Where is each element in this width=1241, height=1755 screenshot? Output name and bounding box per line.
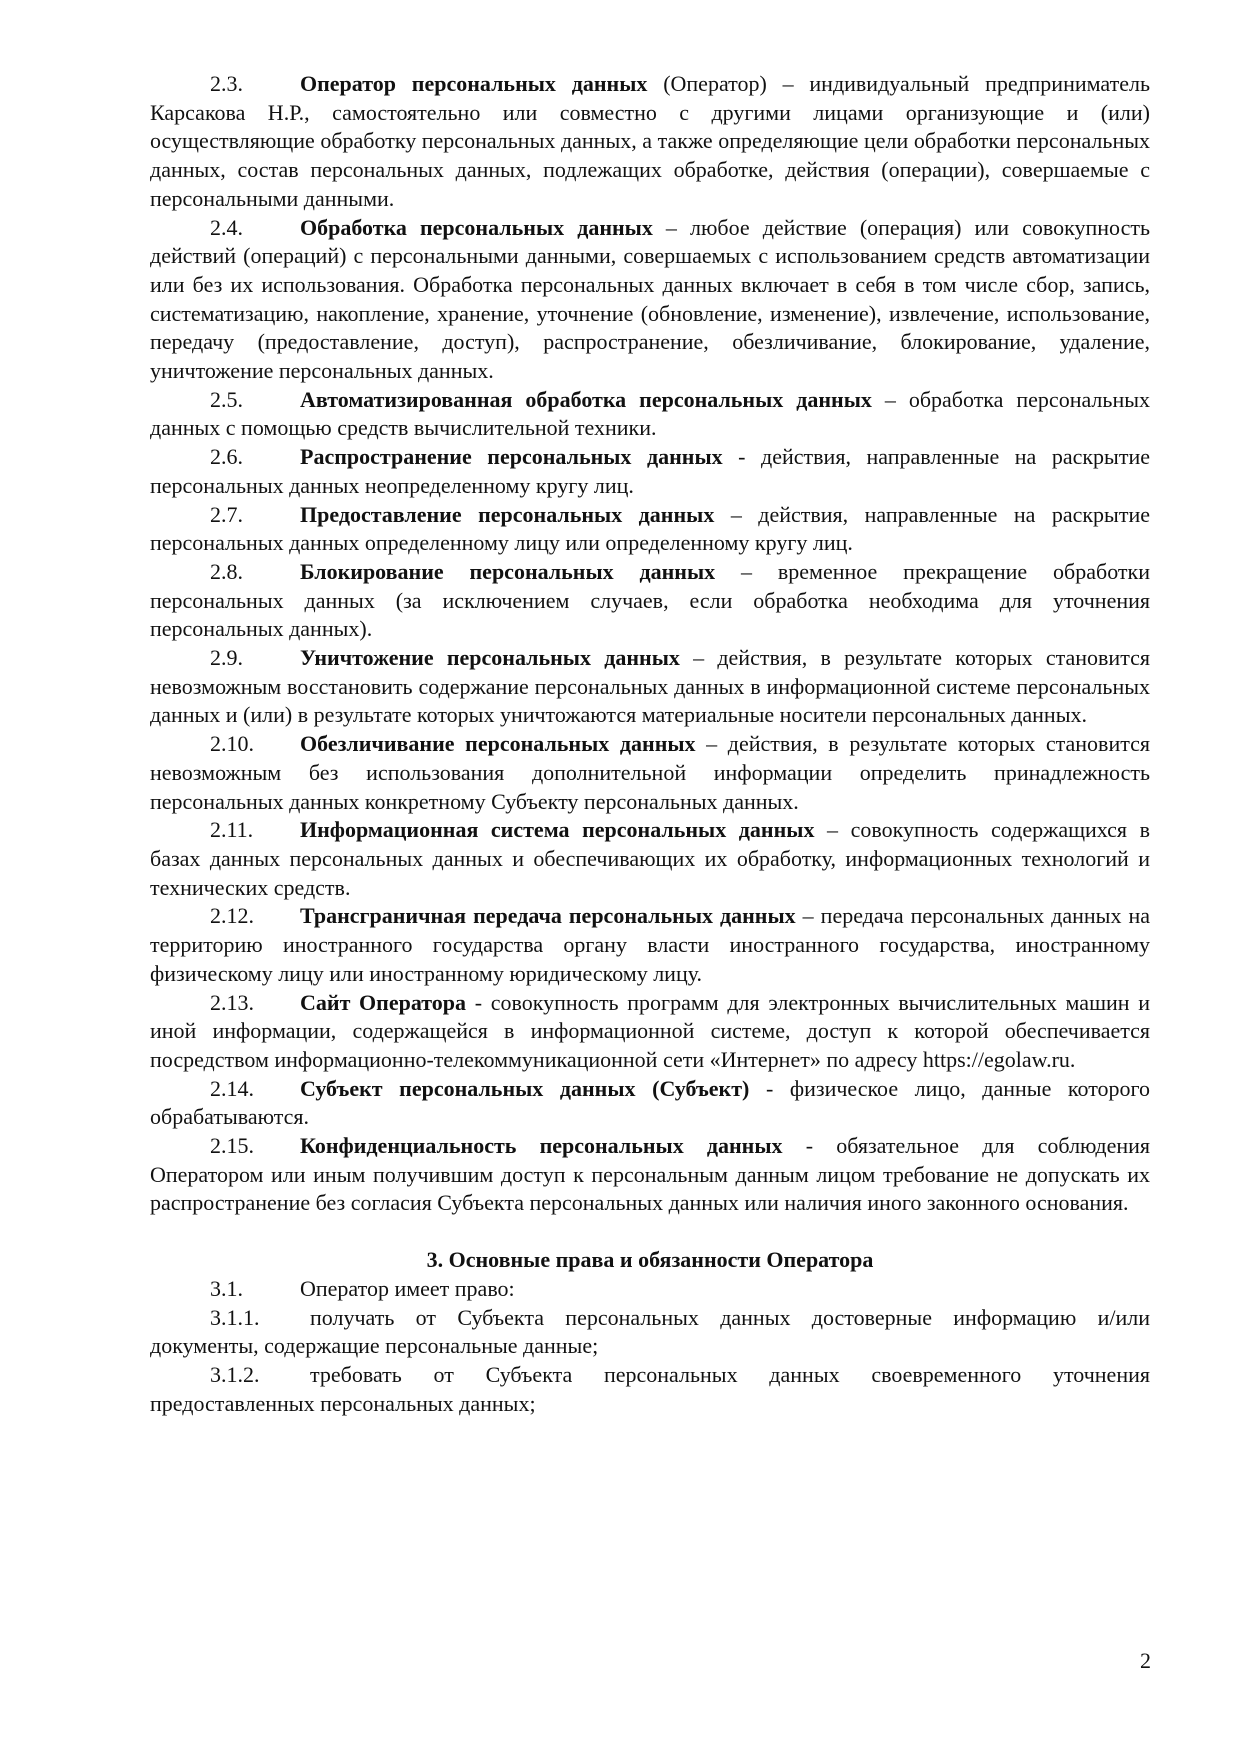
clause-term: Обезличивание персональных данных: [300, 731, 696, 757]
clause-term: Блокирование персональных данных: [300, 558, 716, 584]
clause-text: - физическое лицо, данные которого обрабатываются.: [150, 1075, 1150, 1130]
clause-number: 2.8.: [210, 558, 243, 584]
clause-text: получать от Субъекта персональных данных достоверные информацию и/или документы, содержащие персональные данные;: [150, 1304, 1150, 1359]
section-3-title: 3. Основные права и обязанности Оператора: [426, 1247, 874, 1273]
clause-2-12: [150, 902, 1150, 988]
page-number: 2: [1140, 1648, 1151, 1673]
clause-text: – временное прекращение обработки персональных данных (за исключением случаев, если обработка необходима для уточнения персональных данных).: [150, 558, 1150, 642]
clause-term: Трансграничная передача персональных данных: [300, 903, 796, 929]
clause-2-3: [150, 70, 1150, 214]
clause-number: 2.7.: [210, 501, 243, 527]
clause-text: – действия, в результате которых становится невозможным без использования дополнительной информации определить принадлежность персональных данных конкретному Субъекту персональных данных.: [150, 731, 1150, 814]
clause-term: Информационная система персональных данных: [300, 817, 815, 843]
clause-text: – действия, направленные на раскрытие персональных данных определенному лицу или определенному кругу лиц.: [150, 501, 1150, 556]
document-page: [150, 70, 1150, 1418]
clause-number: 2.15.: [210, 1133, 254, 1159]
clause-2-5: [150, 386, 1150, 443]
clause-term: Конфиденциальность персональных данных: [300, 1133, 783, 1159]
clause-2-13: [150, 989, 1150, 1075]
clause-text: требовать от Субъекта персональных данных своевременного уточнения предоставленных персональных данных;: [150, 1361, 1150, 1416]
clause-number: 2.5.: [210, 386, 243, 412]
clause-2-10: [150, 730, 1150, 816]
clause-3-1-1: [150, 1304, 1150, 1361]
clause-text: - совокупность программ для электронных вычислительных машин и иной информации, содержащейся в информационной системе, доступ к которой обеспечивается посредством информационно-телекоммуникационной сети «Интернет» по адресу https://egolaw.ru.: [150, 989, 1151, 1072]
clause-2-4: [150, 214, 1150, 386]
clause-number: 2.14.: [210, 1075, 254, 1101]
clause-number: 3.1.: [210, 1275, 243, 1301]
clause-text: – передача персональных данных на территорию иностранного государства органу власти иностранного государства, иностранному физическому лицу или иностранному юридическому лицу.: [150, 903, 1150, 986]
clause-2-9: [150, 644, 1150, 730]
clause-number: 2.13.: [210, 989, 254, 1015]
clause-number: 2.6.: [210, 444, 243, 470]
clause-term: Распространение персональных данных: [300, 444, 723, 470]
clause-2-14: [150, 1075, 1150, 1132]
clause-term: Сайт Оператора: [300, 989, 467, 1015]
clause-number: 2.12.: [210, 903, 254, 929]
clause-term: Автоматизированная обработка персональных данных: [300, 386, 872, 412]
clause-text: Оператор имеет право:: [300, 1275, 515, 1301]
clause-number: 2.11.: [210, 817, 254, 843]
clause-number: 3.1.2.: [210, 1361, 260, 1387]
clause-text: – действия, в результате которых становится невозможным восстановить содержание персональных данных в информационной системе персональных данных и (или) в результате которых уничтожаются материальные носители персональных данных.: [150, 645, 1150, 728]
clause-2-7: [150, 501, 1150, 558]
clause-term: Субъект персональных данных (Субъект): [300, 1075, 750, 1101]
clause-2-15: [150, 1132, 1150, 1218]
clause-number: 3.1.1.: [210, 1304, 260, 1330]
clause-term: Предоставление персональных данных: [300, 501, 715, 527]
clause-2-6: [150, 443, 1150, 500]
clause-term: Оператор персональных данных: [300, 71, 648, 96]
clause-3-1: [150, 1275, 1150, 1304]
clause-number: 2.10.: [210, 731, 254, 757]
clause-text: – любое действие (операция) или совокупность действий (операций) с персональными данными, совершаемых с использованием средств автоматизации или без их использования. Обработка персональных данных включает в себя в том числе сбор, запись, систематизацию, накопление, хранение, уточнение (обновление, изменение), извлечение, использование, передачу (предоставление, доступ), распространение, обезличивание, блокирование, удаление, уничтожение персональных данных.: [150, 214, 1150, 384]
clause-text: - обязательное для соблюдения Оператором или иным получившим доступ к персональным данным лицом требование не допускать их распространение без согласия Субъекта персональных данных или наличия иного законного основания.: [150, 1133, 1150, 1216]
clause-text: (Оператор) – индивидуальный предприниматель Карсакова Н.Р., самостоятельно или совместно с другими лицами организующие и (или) осуществляющие обработку персональных данных, а также определяющие цели обработки персональных данных, состав персональных данных, подлежащих обработке, действия (операции), совершаемые с персональными данными.: [150, 71, 1150, 211]
clause-number: 2.4.: [210, 214, 243, 240]
clause-term: Уничтожение персональных данных: [300, 645, 680, 671]
clause-number: 2.9.: [210, 645, 243, 671]
clause-text: - действия, направленные на раскрытие персональных данных неопределенному кругу лиц.: [150, 444, 1150, 498]
clause-text: – совокупность содержащихся в базах данных персональных данных и обеспечивающих их обработку, информационных технологий и технических средств.: [150, 817, 1150, 900]
clause-text: – обработка персональных данных с помощью средств вычислительной техники.: [150, 386, 1150, 441]
clause-number: 2.3.: [210, 71, 243, 96]
clause-2-11: [150, 816, 1150, 902]
clause-3-1-2: [150, 1361, 1150, 1418]
clause-2-8: [150, 558, 1150, 644]
clause-term: Обработка персональных данных: [300, 214, 653, 240]
